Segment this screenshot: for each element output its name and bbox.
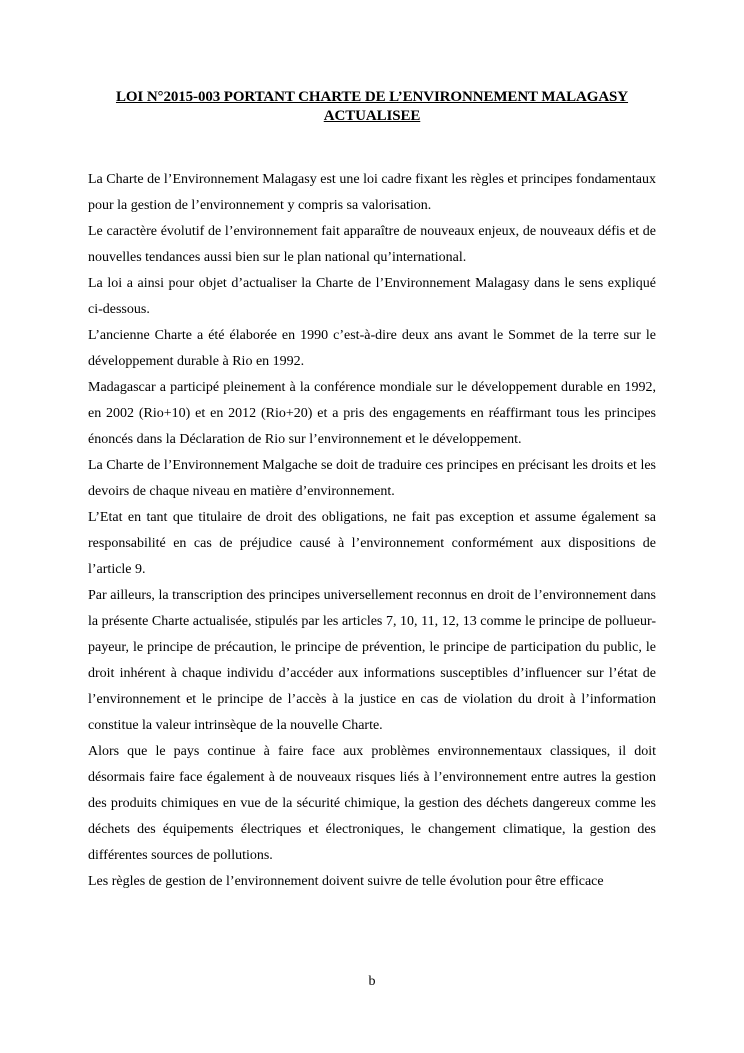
paragraph-universal-principles: Par ailleurs, la transcription des principes universellement reconnus en droit de l’environnement dans la présente Charte actualisée, stipulés par les articles 7, 10, 11, 12, 13 comme le principe de pollueur-payeur, le principe de précaution, le principe de prévention, le principe de participation du public, le droit inhérent à chaque individu d’accéder aux informations susceptibles d’influencer sur l’état de l’environnement et le principe de l’accès à la justice en cas de violation du droit à l’information constitue la valeur intrinsèque de la nouvelle Charte. — [88, 588, 656, 733]
page-number: b — [368, 974, 376, 989]
paragraph-charte-definition: La Charte de l’Environnement Malagasy est une loi cadre fixant les règles et principes fondamentaux pour la gestion de l’environnement y compris sa valorisation. — [88, 172, 656, 213]
document-body — [88, 167, 656, 895]
paragraph-madagascar-conferences: Madagascar a participé pleinement à la conférence mondiale sur le développement durable en 1992, en 2002 (Rio+10) et en 2012 (Rio+20) et a pris des engagements en réaffirmant tous les principes énoncés dans la Déclaration de Rio sur l’environnement et le développement. — [88, 380, 656, 447]
paragraph-new-risks: Alors que le pays continue à faire face aux problèmes environnementaux classiques, il doit désormais faire face également à de nouveaux risques liés à l’environnement entre autres la gestion des produits chimiques en vue de la sécurité chimique, la gestion des déchets dangereux comme les déchets des équipements électriques et électroniques, le changement climatique, la gestion des différentes sources de pollutions. — [88, 744, 656, 863]
paragraph-old-charter: L’ancienne Charte a été élaborée en 1990 c’est-à-dire deux ans avant le Sommet de la terre sur le développement durable à Rio en 1992. — [88, 328, 656, 369]
paragraph-rights-duties: La Charte de l’Environnement Malgache se doit de traduire ces principes en précisant les droits et les devoirs de chaque niveau en matière d’environnement. — [88, 458, 656, 499]
paragraph-law-purpose: La loi a ainsi pour objet d’actualiser la Charte de l’Environnement Malagasy dans le sens expliqué ci-dessous. — [88, 276, 656, 317]
document-page — [88, 88, 656, 895]
paragraph-state-responsibility: L’Etat en tant que titulaire de droit des obligations, ne fait pas exception et assume également sa responsabilité en cas de préjudice causé à l’environnement conformément aux dispositions de l’article 9. — [88, 510, 656, 577]
paragraph-evolutive-character: Le caractère évolutif de l’environnement fait apparaître de nouveaux enjeux, de nouveaux défis et de nouvelles tendances aussi bien sur le plan national qu’international. — [88, 224, 656, 265]
paragraph-management-rules: Les règles de gestion de l’environnement doivent suivre de telle évolution pour être efficace — [88, 874, 604, 889]
document-title: LOI N°2015-003 PORTANT CHARTE DE L’ENVIRONNEMENT MALAGASY ACTUALISEE — [115, 89, 629, 124]
